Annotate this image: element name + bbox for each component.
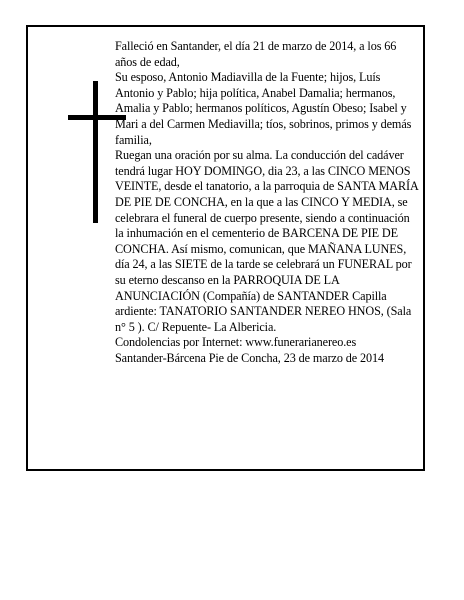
family-list: Su esposo, Antonio Madiavilla de la Fuente; hijos, Luís Antonio y Pablo; hija política, Anabel Damalia; hermanos, Amalia y Pablo; hermanos políticos, Agustín Obeso; Isabel y Mari a del Carmen Mediavilla; tíos, sobrinos, primos y demás familia, [115,70,412,147]
condolences-line: Condolencias por Internet: www.funerarianereo.es [115,335,357,350]
cross-vertical-bar [93,81,98,223]
place-and-date: Santander-Bárcena Pie de Concha, 23 de marzo de 2014 [115,350,385,365]
funeral-details: Ruegan una oración por su alma. La conducción del cadáver tendrá lugar HOY DOMINGO, dia 23, a las CINCO MENOS VEINTE, desde el tanatorio, a la parroquia de SANTA MARÍA DE PIE DE CONCHA, en la que a las CINCO Y MEDIA, se celebrara el funeral de cuerpo presente, siendo a continuación la inhumación en el cementerio de BARCENA DE PIE DE CONCHA. Así mismo, comunican, que MAÑANA LUNES, día 24, a las SIETE de la tarde se celebrará un FUNERAL por su eterno descanso en la PARROQUIA DE LA ANUNCIACIÓN (Compañía) de SANTANDER Capilla ardiente: TANATORIO SANTANDER NEREO HNOS, (Sala n° 5 ). C/ Repuente- La Albericia. [115,148,419,334]
death-announcement: Falleció en Santander, el día 21 de marzo de 2014, a los 66 años de edad, [115,39,397,69]
obituary-text [115,39,421,366]
